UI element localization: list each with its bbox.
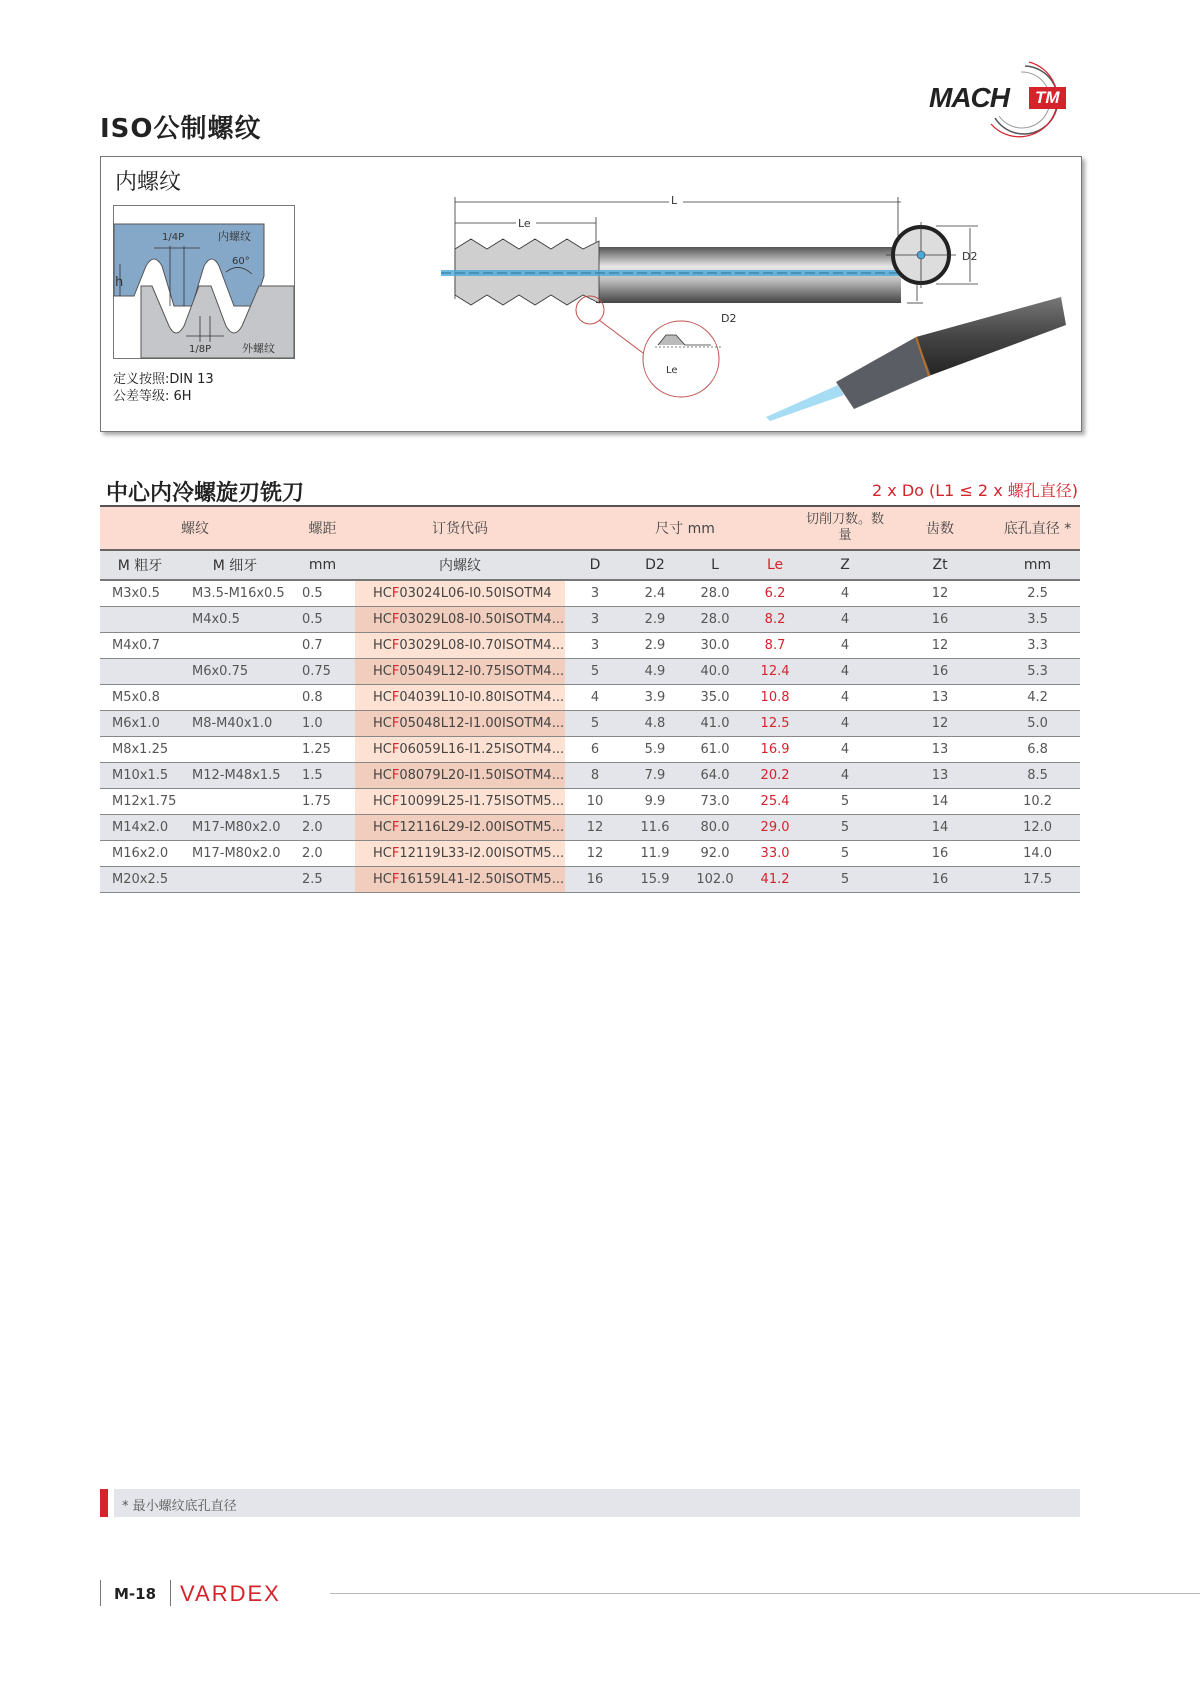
d2-cell: 3.9 xyxy=(625,685,685,711)
hole-cell: 5.0 xyxy=(995,711,1080,737)
order-code-cell xyxy=(355,633,565,659)
mach-logo xyxy=(925,58,1085,138)
zt-cell: 13 xyxy=(885,685,995,711)
hole-cell: 10.2 xyxy=(995,789,1080,815)
tool-render-image xyxy=(766,297,1066,417)
header-hole: 底孔直径 * xyxy=(995,506,1080,550)
z-cell: 4 xyxy=(805,711,885,737)
order-code-cell xyxy=(355,580,565,607)
pitch-cell: 0.75 xyxy=(290,659,355,685)
table-row xyxy=(100,815,1080,841)
order-code-part: HC xyxy=(373,768,392,783)
footnote-accent-bar xyxy=(100,1489,108,1517)
order-code-part: 05048L12-I1.00ISOTM4... xyxy=(399,716,565,731)
d-cell: 3 xyxy=(565,607,625,633)
order-code-cell xyxy=(355,685,565,711)
subheader-le: Le xyxy=(745,550,805,580)
order-code-cell xyxy=(355,815,565,841)
svg-text:D2: D2 xyxy=(721,312,737,325)
le-cell: 33.0 xyxy=(745,841,805,867)
header-flutes: 切削刀数。数量 xyxy=(805,506,885,550)
subheader-fine: M 细牙 xyxy=(180,550,290,580)
d-cell: 5 xyxy=(565,659,625,685)
d-cell: 3 xyxy=(565,580,625,607)
order-code-part: HC xyxy=(373,664,392,679)
order-code-part: F xyxy=(391,768,400,783)
l-cell: 30.0 xyxy=(685,633,745,659)
thread-fine-cell: M12-M48x1.5 xyxy=(180,763,290,789)
order-code-cell xyxy=(355,841,565,867)
subheader-d2: D2 xyxy=(625,550,685,580)
subheader-pitch-unit: mm xyxy=(290,550,355,580)
table-group-header xyxy=(100,506,1080,550)
order-code-part: HC xyxy=(373,638,392,653)
z-cell: 5 xyxy=(805,841,885,867)
order-code-part: 04039L10-I0.80ISOTM4... xyxy=(399,690,565,705)
thread-coarse-cell: M6x1.0 xyxy=(100,711,180,737)
svg-text:1/8P: 1/8P xyxy=(189,344,212,355)
zt-cell: 14 xyxy=(885,789,995,815)
order-code-cell xyxy=(355,711,565,737)
page-title: ISO公制螺纹 xyxy=(100,114,262,144)
d2-cell: 7.9 xyxy=(625,763,685,789)
svg-text:Le: Le xyxy=(666,365,678,376)
pitch-cell: 2.0 xyxy=(290,815,355,841)
zt-cell: 12 xyxy=(885,711,995,737)
thread-coarse-cell: M20x2.5 xyxy=(100,867,180,893)
d2-cell: 4.9 xyxy=(625,659,685,685)
order-code-part: HC xyxy=(373,742,392,757)
zt-cell: 14 xyxy=(885,815,995,841)
thread-fine-cell xyxy=(180,789,290,815)
hole-cell: 14.0 xyxy=(995,841,1080,867)
diagram-title: 内螺纹 xyxy=(115,170,182,195)
hole-cell: 3.3 xyxy=(995,633,1080,659)
le-cell: 12.4 xyxy=(745,659,805,685)
subheader-l: L xyxy=(685,550,745,580)
l-cell: 35.0 xyxy=(685,685,745,711)
order-code-cell xyxy=(355,607,565,633)
vardex-logo: VARDEX xyxy=(180,1581,281,1606)
l-cell: 102.0 xyxy=(685,867,745,893)
thread-coarse-cell: M10x1.5 xyxy=(100,763,180,789)
subheader-hole-unit: mm xyxy=(995,550,1080,580)
order-code-part: F xyxy=(391,586,400,601)
hole-cell: 5.3 xyxy=(995,659,1080,685)
order-code-part: HC xyxy=(373,612,392,627)
thread-standard-notes xyxy=(113,371,214,405)
footnote-text: * 最小螺纹底孔直径 xyxy=(122,1499,237,1514)
zt-cell: 16 xyxy=(885,659,995,685)
order-code-part: 12116L29-I2.00ISOTM5... xyxy=(399,820,565,835)
d-cell: 4 xyxy=(565,685,625,711)
mach-text: MACH xyxy=(929,82,1009,113)
hole-cell: 2.5 xyxy=(995,580,1080,607)
d2-cell: 11.6 xyxy=(625,815,685,841)
table-row xyxy=(100,685,1080,711)
zt-cell: 12 xyxy=(885,633,995,659)
hole-cell: 12.0 xyxy=(995,815,1080,841)
l-cell: 80.0 xyxy=(685,815,745,841)
order-code-part: F xyxy=(391,664,400,679)
hole-cell: 3.5 xyxy=(995,607,1080,633)
table-row xyxy=(100,737,1080,763)
pitch-cell: 0.5 xyxy=(290,580,355,607)
thread-coarse-cell: M5x0.8 xyxy=(100,685,180,711)
order-code-part: 03029L08-I0.70ISOTM4... xyxy=(399,638,565,653)
z-cell: 4 xyxy=(805,633,885,659)
le-cell: 29.0 xyxy=(745,815,805,841)
pitch-cell: 2.5 xyxy=(290,867,355,893)
subheader-z: Z xyxy=(805,550,885,580)
z-cell: 4 xyxy=(805,763,885,789)
order-code-cell xyxy=(355,763,565,789)
table-row xyxy=(100,789,1080,815)
standard-note: 定义按照:DIN 13 xyxy=(113,372,214,387)
subheader-coarse: M 粗牙 xyxy=(100,550,180,580)
thread-fine-cell: M6x0.75 xyxy=(180,659,290,685)
svg-text:L: L xyxy=(671,194,678,207)
zt-cell: 16 xyxy=(885,607,995,633)
pitch-cell: 0.5 xyxy=(290,607,355,633)
footnote xyxy=(100,1489,1080,1517)
d2-cell: 2.4 xyxy=(625,580,685,607)
thread-coarse-cell xyxy=(100,659,180,685)
order-code-part: 06059L16-I1.25ISOTM4... xyxy=(399,742,565,757)
le-cell: 25.4 xyxy=(745,789,805,815)
le-cell: 16.9 xyxy=(745,737,805,763)
thread-diagram-panel xyxy=(100,156,1082,432)
order-code-part: F xyxy=(391,872,400,887)
section-subtitle: 2 x Do (L1 ≤ 2 x 螺孔直径) xyxy=(872,481,1078,500)
page-number: M-18 xyxy=(114,1585,157,1603)
order-code-part: HC xyxy=(373,846,392,861)
page-footer xyxy=(100,1580,1200,1610)
order-code-cell xyxy=(355,789,565,815)
thread-fine-cell xyxy=(180,737,290,763)
thread-coarse-cell: M14x2.0 xyxy=(100,815,180,841)
thread-coarse-cell: M12x1.75 xyxy=(100,789,180,815)
table-row xyxy=(100,580,1080,607)
d-cell: 3 xyxy=(565,633,625,659)
order-code-part: HC xyxy=(373,586,392,601)
hole-cell: 17.5 xyxy=(995,867,1080,893)
order-code-part: F xyxy=(391,716,400,731)
d2-cell: 5.9 xyxy=(625,737,685,763)
d2-cell: 15.9 xyxy=(625,867,685,893)
table-row xyxy=(100,633,1080,659)
le-cell: 8.7 xyxy=(745,633,805,659)
table-row xyxy=(100,711,1080,737)
d-cell: 6 xyxy=(565,737,625,763)
svg-text:Le: Le xyxy=(518,217,531,230)
order-code-part: HC xyxy=(373,794,392,809)
d2-cell: 4.8 xyxy=(625,711,685,737)
thread-coarse-cell xyxy=(100,607,180,633)
l-cell: 28.0 xyxy=(685,580,745,607)
order-code-part: F xyxy=(391,742,400,757)
pitch-cell: 0.7 xyxy=(290,633,355,659)
subheader-zt: Zt xyxy=(885,550,995,580)
footer-divider xyxy=(170,1580,171,1606)
zt-cell: 12 xyxy=(885,580,995,607)
order-code-part: F xyxy=(391,690,400,705)
thread-coarse-cell: M16x2.0 xyxy=(100,841,180,867)
svg-text:内螺纹: 内螺纹 xyxy=(218,230,251,243)
l-cell: 61.0 xyxy=(685,737,745,763)
z-cell: 4 xyxy=(805,659,885,685)
thread-coarse-cell: M4x0.7 xyxy=(100,633,180,659)
thread-fine-cell xyxy=(180,867,290,893)
thread-fine-cell xyxy=(180,685,290,711)
le-cell: 41.2 xyxy=(745,867,805,893)
order-code-part: 03029L08-I0.50ISOTM4... xyxy=(399,612,565,627)
thread-coarse-cell: M8x1.25 xyxy=(100,737,180,763)
order-code-part: F xyxy=(391,820,400,835)
order-code-part: F xyxy=(391,846,400,861)
le-cell: 20.2 xyxy=(745,763,805,789)
z-cell: 4 xyxy=(805,580,885,607)
z-cell: 5 xyxy=(805,815,885,841)
d2-cell: 11.9 xyxy=(625,841,685,867)
le-cell: 10.8 xyxy=(745,685,805,711)
order-code-part: 08079L20-I1.50ISOTM4... xyxy=(399,768,565,783)
thread-fine-cell: M3.5-M16x0.5 xyxy=(180,580,290,607)
thread-fine-cell: M4x0.5 xyxy=(180,607,290,633)
d-cell: 12 xyxy=(565,841,625,867)
footnote-box xyxy=(114,1489,1080,1517)
d-cell: 5 xyxy=(565,711,625,737)
z-cell: 4 xyxy=(805,685,885,711)
d2-cell: 9.9 xyxy=(625,789,685,815)
le-cell: 12.5 xyxy=(745,711,805,737)
z-cell: 4 xyxy=(805,607,885,633)
order-code-part: F xyxy=(391,638,400,653)
pitch-cell: 2.0 xyxy=(290,841,355,867)
z-cell: 5 xyxy=(805,789,885,815)
header-pitch: 螺距 xyxy=(290,506,355,550)
order-code-part: 05049L12-I0.75ISOTM4... xyxy=(399,664,565,679)
svg-text:1/4P: 1/4P xyxy=(162,232,185,243)
subheader-d: D xyxy=(565,550,625,580)
header-teeth: 齿数 xyxy=(885,506,995,550)
d2-cell: 2.9 xyxy=(625,607,685,633)
order-code-part: HC xyxy=(373,716,392,731)
l-cell: 73.0 xyxy=(685,789,745,815)
svg-text:外螺纹: 外螺纹 xyxy=(242,342,275,355)
svg-text:h: h xyxy=(115,275,124,290)
table-row xyxy=(100,867,1080,893)
pitch-cell: 1.5 xyxy=(290,763,355,789)
footer-rule xyxy=(330,1593,1200,1594)
svg-text:D2: D2 xyxy=(962,250,978,263)
order-code-part: HC xyxy=(373,820,392,835)
order-code-part: HC xyxy=(373,690,392,705)
pitch-cell: 0.8 xyxy=(290,685,355,711)
hole-cell: 8.5 xyxy=(995,763,1080,789)
order-code-cell xyxy=(355,867,565,893)
end-view-drawing xyxy=(886,222,986,292)
le-cell: 8.2 xyxy=(745,607,805,633)
table-row xyxy=(100,607,1080,633)
header-order-code: 订货代码 xyxy=(355,506,565,550)
l-cell: 92.0 xyxy=(685,841,745,867)
tm-badge: TM xyxy=(1029,87,1066,109)
order-code-part: 16159L41-I2.50ISOTM5... xyxy=(399,872,565,887)
pitch-cell: 1.75 xyxy=(290,789,355,815)
l-cell: 40.0 xyxy=(685,659,745,685)
z-cell: 5 xyxy=(805,867,885,893)
thread-profile-icon xyxy=(114,206,294,358)
tolerance-note: 公差等级: 6H xyxy=(113,389,192,404)
thread-fine-cell: M17-M80x2.0 xyxy=(180,841,290,867)
order-code-part: F xyxy=(391,794,400,809)
thread-fine-cell: M8-M40x1.0 xyxy=(180,711,290,737)
order-code-part: 12119L33-I2.00ISOTM5... xyxy=(399,846,565,861)
order-code-cell xyxy=(355,659,565,685)
d2-cell: 2.9 xyxy=(625,633,685,659)
z-cell: 4 xyxy=(805,737,885,763)
l-cell: 41.0 xyxy=(685,711,745,737)
table-row xyxy=(100,841,1080,867)
order-code-cell xyxy=(355,737,565,763)
l-cell: 28.0 xyxy=(685,607,745,633)
header-dimensions: 尺寸 mm xyxy=(565,506,805,550)
order-code-part: 10099L25-I1.75ISOTM5... xyxy=(399,794,565,809)
thread-coarse-cell: M3x0.5 xyxy=(100,580,180,607)
section-title: 中心内冷螺旋刃铣刀 xyxy=(106,481,305,506)
hole-cell: 6.8 xyxy=(995,737,1080,763)
table-sub-header xyxy=(100,550,1080,580)
footer-divider xyxy=(100,1580,101,1606)
header-thread: 螺纹 xyxy=(100,506,290,550)
order-code-part: F xyxy=(391,612,400,627)
pitch-cell: 1.0 xyxy=(290,711,355,737)
thread-fine-cell: M17-M80x2.0 xyxy=(180,815,290,841)
d-cell: 8 xyxy=(565,763,625,789)
d-cell: 12 xyxy=(565,815,625,841)
zt-cell: 13 xyxy=(885,737,995,763)
thread-mill-table xyxy=(100,505,1080,893)
zt-cell: 16 xyxy=(885,867,995,893)
thread-fine-cell xyxy=(180,633,290,659)
table-row xyxy=(100,763,1080,789)
order-code-part: HC xyxy=(373,872,392,887)
l-cell: 64.0 xyxy=(685,763,745,789)
svg-text:60°: 60° xyxy=(232,256,250,267)
subheader-internal: 内螺纹 xyxy=(355,550,565,580)
d-cell: 16 xyxy=(565,867,625,893)
d-cell: 10 xyxy=(565,789,625,815)
table-row xyxy=(100,659,1080,685)
hole-cell: 4.2 xyxy=(995,685,1080,711)
thread-profile-diagram xyxy=(113,205,295,359)
zt-cell: 13 xyxy=(885,763,995,789)
pitch-cell: 1.25 xyxy=(290,737,355,763)
le-cell: 6.2 xyxy=(745,580,805,607)
order-code-part: 03024L06-I0.50ISOTM4 xyxy=(399,586,552,601)
zt-cell: 16 xyxy=(885,841,995,867)
